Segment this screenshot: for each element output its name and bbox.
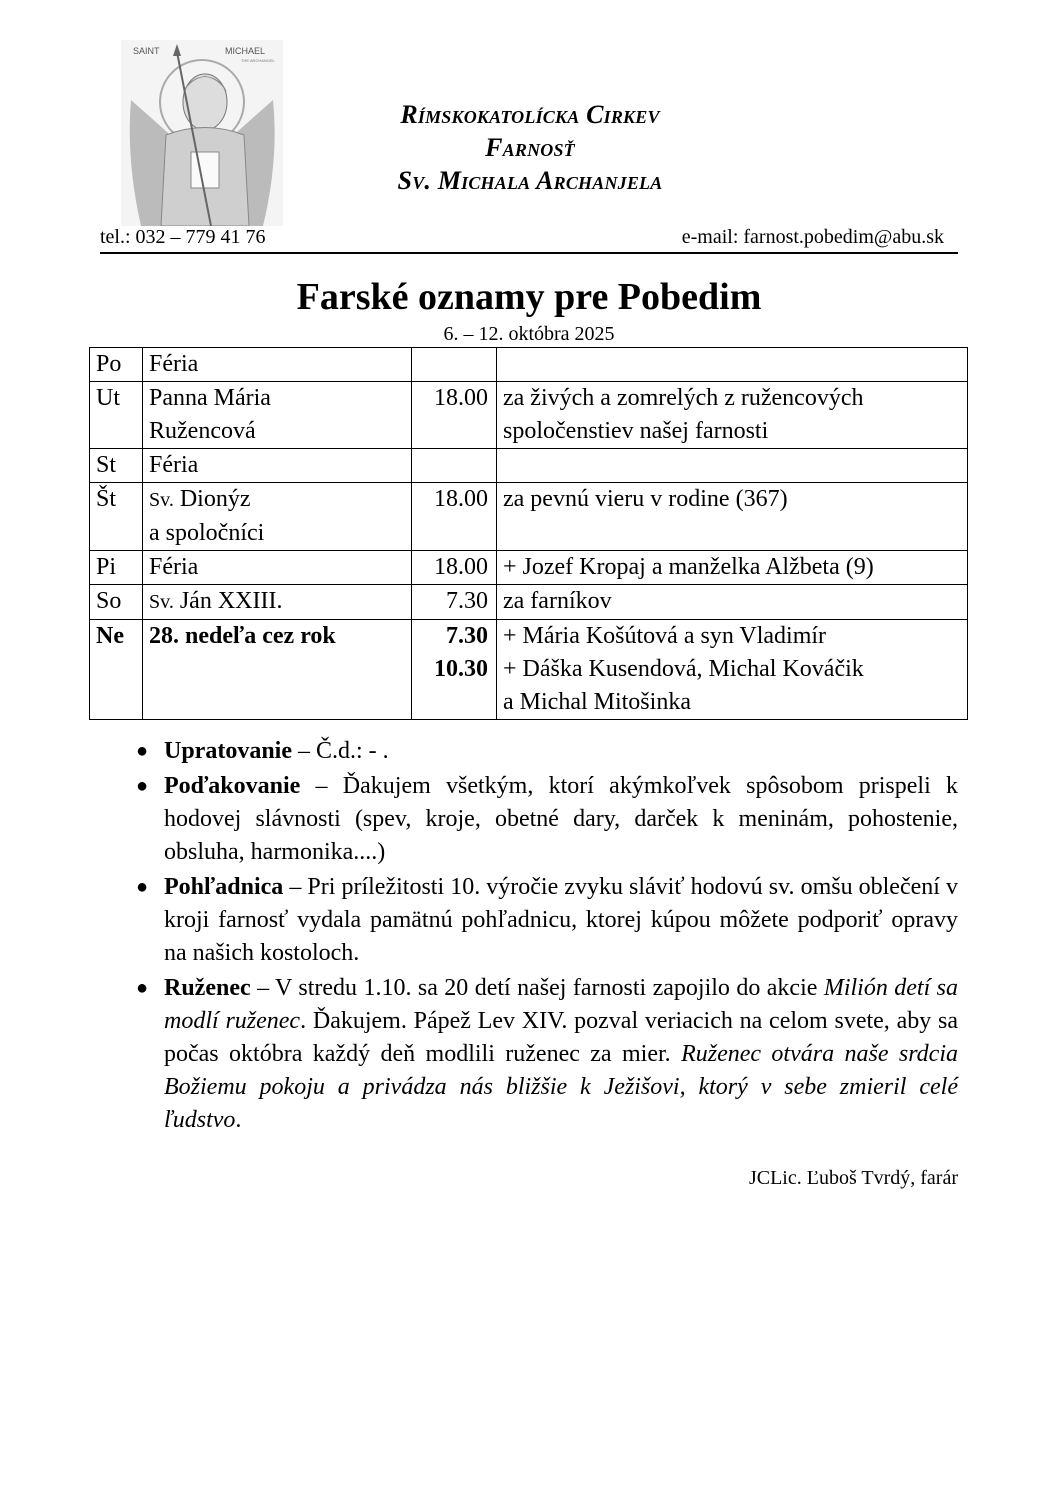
time-cell: [412, 585, 497, 620]
feast-cell-line: Panna Mária: [149, 385, 271, 411]
intention-cell-line: za farníkov: [503, 588, 612, 614]
day-cell-line: Ne: [96, 623, 124, 649]
announcement-text: .: [235, 1107, 242, 1133]
intention-cell-line: spoločenstiev našej farnosti: [503, 418, 769, 444]
day-cell: [90, 585, 143, 620]
announcement-text: . Ďakujem. Pápež Lev XIV. pozval veriacich na celom svete, aby sa počas októbra každý deň modlili ruženec za mier.: [164, 1008, 958, 1067]
intention-cell-line: za živých a zomrelých z ružencových: [503, 385, 864, 411]
day-cell: [90, 382, 143, 449]
day-cell: [90, 551, 143, 585]
phone-number: tel.: 032 – 779 41 76: [100, 226, 266, 248]
contact-bar: [100, 226, 958, 254]
feast-cell: [143, 382, 412, 449]
saint-michael-icon: [121, 40, 283, 226]
parish-name: [310, 98, 750, 197]
day-cell-line: Ut: [96, 385, 120, 411]
date-range: 6. – 12. októbra 2025: [443, 323, 615, 345]
announcement-text: Milión detí sa modlí ruženec: [164, 975, 959, 1034]
day-cell-line: Pi: [96, 554, 117, 580]
schedule-row: [90, 551, 968, 585]
time-cell: [412, 449, 497, 483]
time-cell: [412, 620, 497, 720]
announcement-heading: Poďakovanie: [164, 773, 301, 799]
feast-cell: [143, 348, 412, 382]
org-line: Farnosť: [485, 133, 575, 162]
announcement-text: Ruženec otvára naše srdcia Božiemu pokoju a privádza nás bližšie k Ježišovi, ktorý v sebe zmieril celé ľudstvo: [164, 1041, 958, 1133]
announcement-text: – Ďakujem všetkým, ktorí akýmkoľvek spôsobom prispeli k hodovej slávnosti (spev, kroje, obetné dary, darček k meninám, pohostenie, obsluha, harmonika....): [164, 773, 958, 865]
signature: JCLic. Ľuboš Tvrdý, farár: [748, 1167, 958, 1189]
logo-caption-right: MICHAEL: [225, 46, 266, 56]
time-cell: [412, 551, 497, 585]
announcement-text: – Pri príležitosti 10. výročie zvyku sláviť hodovú sv. omšu oblečení v kroji farnosť vydala pamätnú pohľadnicu, ktorej kúpou môžete podporiť opravy na našich kostoloch.: [164, 874, 958, 966]
schedule-row: [90, 348, 968, 382]
intention-cell-line: + Dáška Kusendová, Michal Kováčik: [503, 656, 864, 682]
announcement-heading: Ruženec: [164, 975, 251, 1001]
announcements-list: [130, 735, 958, 1139]
time-cell: [412, 348, 497, 382]
day-cell: [90, 348, 143, 382]
intention-cell: [497, 348, 968, 382]
schedule-row: [90, 585, 968, 620]
day-cell-line: St: [96, 452, 117, 478]
saint-michael-image: [121, 40, 283, 226]
intention-cell: [497, 585, 968, 620]
page-title: Farské oznamy pre Pobedim: [296, 276, 762, 318]
schedule-row: [90, 449, 968, 483]
time-cell-line: 7.30: [446, 588, 488, 614]
intention-cell-line: + Mária Košútová a syn Vladimír: [503, 623, 827, 649]
bullet-icon: ●: [136, 977, 149, 999]
intention-cell-line: + Jozef Kropaj a manželka Alžbeta (9): [503, 554, 874, 580]
schedule-row: [90, 620, 968, 720]
feast-cell-line: a spoločníci: [149, 520, 265, 546]
time-cell: [412, 382, 497, 449]
intention-cell: [497, 483, 968, 551]
feast-cell-line: 28. nedeľa cez rok: [149, 623, 336, 649]
org-line: Rímskokatolícka Cirkev: [400, 100, 660, 129]
intention-cell: [497, 620, 968, 720]
org-line: Sv. Michala Archanjela: [397, 166, 663, 195]
announcement-item: [130, 871, 958, 970]
time-cell-line: 10.30: [434, 656, 488, 682]
bullet-icon: ●: [136, 775, 149, 797]
feast-cell-line: Sv. Dionýz: [149, 486, 251, 512]
feast-cell: [143, 620, 412, 720]
announcement-text: – V stredu 1.10. sa 20 detí našej farnosti zapojilo do akcie: [250, 975, 824, 1001]
intention-cell-line: za pevnú vieru v rodine (367): [503, 486, 788, 512]
mass-schedule-table: [89, 347, 968, 720]
day-cell-line: Po: [96, 351, 122, 377]
announcement-text: – Č.d.: - .: [292, 738, 389, 764]
intention-cell: [497, 551, 968, 585]
announcement-heading: Pohľadnica: [164, 874, 284, 900]
announcement-item: [130, 972, 958, 1137]
feast-cell-line: Féria: [149, 452, 199, 478]
feast-cell: [143, 585, 412, 620]
announcement-item: [130, 735, 958, 768]
intention-cell: [497, 382, 968, 449]
schedule-row: [90, 382, 968, 449]
time-cell-line: 7.30: [446, 623, 488, 649]
email-address[interactable]: e-mail: farnost.pobedim@abu.sk: [681, 226, 944, 248]
logo-caption-left: SAINT: [133, 46, 160, 56]
feast-cell: [143, 483, 412, 551]
bullet-icon: ●: [136, 740, 149, 762]
logo-caption-sub: THE ARCHANGEL: [241, 58, 275, 63]
feast-cell-line: Sv. Ján XXIII.: [149, 588, 283, 614]
intention-cell: [497, 449, 968, 483]
feast-cell: [143, 449, 412, 483]
day-cell-line: Št: [96, 486, 117, 512]
schedule-row: [90, 483, 968, 551]
feast-cell-line: Féria: [149, 351, 199, 377]
time-cell-line: 18.00: [434, 554, 488, 580]
day-cell-line: So: [96, 588, 122, 614]
day-cell: [90, 620, 143, 720]
feast-cell-line: Féria: [149, 554, 199, 580]
day-cell: [90, 483, 143, 551]
time-cell: [412, 483, 497, 551]
feast-cell: [143, 551, 412, 585]
announcement-heading: Upratovanie: [164, 738, 292, 764]
feast-cell-line: Ružencová: [149, 418, 256, 444]
bullet-icon: ●: [136, 876, 149, 898]
time-cell-line: 18.00: [434, 385, 488, 411]
announcement-item: [130, 770, 958, 869]
day-cell: [90, 449, 143, 483]
time-cell-line: 18.00: [434, 486, 488, 512]
intention-cell-line: a Michal Mitošinka: [503, 689, 691, 715]
